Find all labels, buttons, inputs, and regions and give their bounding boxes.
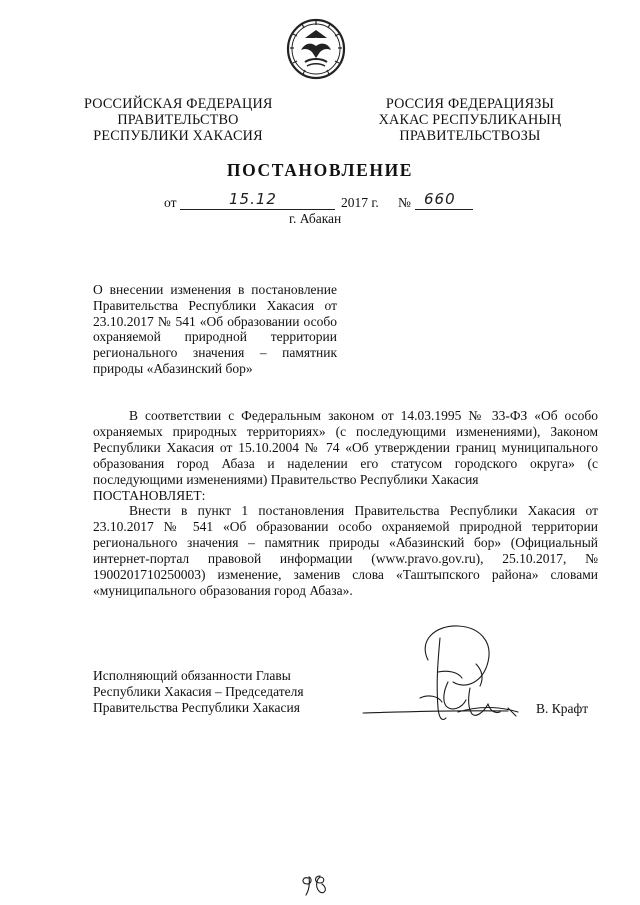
header-right-line-2: ХАКАС РЕСПУБЛИКАНЫҢ <box>378 112 562 128</box>
header-right-line-1: РОССИЯ ФЕДЕРАЦИЯЗЫ <box>385 96 555 112</box>
signatory-position-line-2: Республики Хакасия – Председателя <box>93 684 304 699</box>
page-mark-handwriting <box>298 870 332 898</box>
year-text: 2017 г. <box>341 195 379 210</box>
signatory-position-line-3: Правительства Республики Хакасия <box>93 700 300 715</box>
signatory-position <box>93 668 304 716</box>
header-russian <box>84 96 272 144</box>
signatory-position-line-1: Исполняющий обязанности Главы <box>93 668 291 683</box>
header-left-line-3: РЕСПУБЛИКИ ХАКАСИЯ <box>93 128 263 144</box>
header-khakas <box>372 96 568 144</box>
decree-word: ПОСТАНОВЛЯЕТ: <box>93 487 206 503</box>
header-left-line-1: РОССИЙСКАЯ ФЕДЕРАЦИЯ <box>84 96 273 112</box>
document-body <box>93 408 598 599</box>
decree-item-paragraph: Внести в пункт 1 постановления Правительства Республики Хакасия от 23.10.2017 № 541 «Об образовании особо охраняемой природной территории регионального значения – памятник природы «Абазинский бор» (Официальный интернет-портал правовой информации (www.pravo.gov.ru), 25.10.2017, № 1900201710250003) изменение, заменив слова «Таштыпского района» словами «муниципального образования город Абаза». <box>93 503 598 598</box>
handwritten-page-number <box>298 870 332 898</box>
date-underline <box>180 209 335 210</box>
city-name: г. Абакан <box>289 211 342 226</box>
signature-icon <box>358 620 538 735</box>
signatory-name: В. Крафт <box>536 701 589 716</box>
date-number-line <box>0 190 640 213</box>
header-right-line-3: ПРАВИТЕЛЬСТВОЗЫ <box>399 128 541 144</box>
date-prefix: от <box>164 195 177 210</box>
number-prefix: № <box>398 195 411 210</box>
document-title: ПОСТАНОВЛЕНИЕ <box>226 160 414 180</box>
preamble-paragraph: В соответствии с Федеральным законом от 14.03.1995 № 33-ФЗ «Об особо охраняемых природных территориях» (с последующими изменениями), Законом Республики Хакасия от 15.10.2004 № 74 «Об утверждении границ муниципального образования город Абаза и наделении его статусом городского округа» (с последующими изменениями) Правительство Республики Хакасия <box>93 408 598 487</box>
emblem-icon <box>285 16 347 80</box>
header-left-line-2: ПРАВИТЕЛЬСТВО <box>117 112 239 128</box>
number-underline <box>415 209 473 210</box>
date-handwritten: 15.12 <box>229 190 277 208</box>
number-handwritten: 660 <box>424 190 456 208</box>
handwritten-signature <box>358 620 538 735</box>
document-subject: О внесении изменения в постановление Правительства Республики Хакасия от 23.10.2017 № 541 «Об образовании особо охраняемой природной территории регионального значения – памятник природы «Абазинский бор» <box>93 282 337 376</box>
coat-of-arms-emblem <box>285 16 347 80</box>
